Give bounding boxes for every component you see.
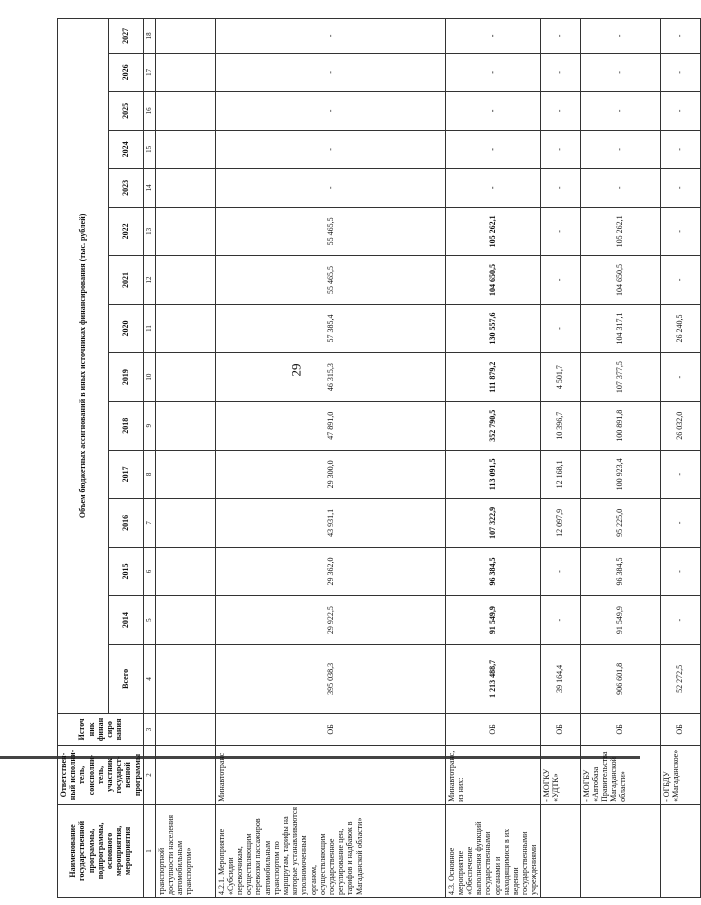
column-number: 7 xyxy=(143,499,155,548)
header-source: Источ ник финан сиро вания xyxy=(58,713,144,745)
cell-year-value xyxy=(155,19,215,54)
cell-year-value: - xyxy=(215,19,445,54)
cell-year-value: - xyxy=(660,596,700,645)
cell-year-value: 12 097,9 xyxy=(540,499,580,548)
cell-year-value: 105 262,1 xyxy=(445,207,540,256)
cell-program-name xyxy=(580,804,660,897)
cell-year-value: - xyxy=(660,53,700,91)
column-number: 2 xyxy=(143,746,155,805)
cell-year-value: 43 931,1 xyxy=(215,499,445,548)
cell-year-value xyxy=(155,499,215,548)
cell-year-value: 113 091,5 xyxy=(445,450,540,499)
cell-year-value xyxy=(155,169,215,207)
header-year: 2024 xyxy=(108,130,143,168)
cell-year-value: - xyxy=(580,130,660,168)
cell-year-value: 29 922,5 xyxy=(215,596,445,645)
column-number: 11 xyxy=(143,304,155,353)
cell-year-value: 130 557,6 xyxy=(445,304,540,353)
cell-total: 1 213 488,7 xyxy=(445,644,540,713)
cell-year-value: - xyxy=(215,92,445,130)
cell-year-value: - xyxy=(215,130,445,168)
cell-total: 395 038,3 xyxy=(215,644,445,713)
cell-total xyxy=(155,644,215,713)
header-year: 2015 xyxy=(108,547,143,596)
cell-source: ОБ xyxy=(215,713,445,745)
cell-responsible: Минавтотранс, из них: xyxy=(445,746,540,805)
cell-source: ОБ xyxy=(540,713,580,745)
cell-source xyxy=(155,713,215,745)
cell-year-value: 107 377,5 xyxy=(580,353,660,402)
cell-year-value: 55 465,5 xyxy=(215,256,445,305)
header-year: 2018 xyxy=(108,401,143,450)
column-number: 16 xyxy=(143,92,155,130)
header-year: 2026 xyxy=(108,53,143,91)
cell-year-value: - xyxy=(580,92,660,130)
cell-year-value: - xyxy=(540,304,580,353)
cell-year-value xyxy=(155,596,215,645)
cell-year-value: - xyxy=(660,130,700,168)
cell-year-value: - xyxy=(540,92,580,130)
cell-total: 39 164,4 xyxy=(540,644,580,713)
header-name: Наименование государственной программы, подпрограммы, основного мероприятия, мероприятия xyxy=(58,804,144,897)
header-budget-group: Объем бюджетных ассигнований в иных источниках финансирования (тыс. рублей) xyxy=(58,19,109,714)
cell-year-value: 46 315,3 xyxy=(215,353,445,402)
header-year: 2023 xyxy=(108,169,143,207)
column-number: 5 xyxy=(143,596,155,645)
column-number: 15 xyxy=(143,130,155,168)
cell-year-value: 91 549,9 xyxy=(580,596,660,645)
table-row xyxy=(580,19,660,898)
cell-source: ОБ xyxy=(580,713,660,745)
cell-program-name: 4.3. Основное мероприятие «Обеспечение выполнения функций государственными органами и находящимися в их ведении государственными учреждениями xyxy=(445,804,540,897)
cell-year-value: 12 168,1 xyxy=(540,450,580,499)
cell-source: ОБ xyxy=(445,713,540,745)
cell-year-value xyxy=(155,547,215,596)
cell-year-value: - xyxy=(445,19,540,54)
cell-responsible xyxy=(155,746,215,805)
cell-year-value xyxy=(155,130,215,168)
cell-year-value: - xyxy=(660,450,700,499)
cell-year-value: 29 362,0 xyxy=(215,547,445,596)
cell-year-value: - xyxy=(660,547,700,596)
cell-year-value: 10 396,7 xyxy=(540,401,580,450)
cell-year-value: - xyxy=(540,596,580,645)
cell-year-value: - xyxy=(660,19,700,54)
cell-year-value xyxy=(155,92,215,130)
column-number: 18 xyxy=(143,19,155,54)
column-number: 10 xyxy=(143,353,155,402)
cell-year-value: - xyxy=(660,353,700,402)
cell-year-value: 352 790,5 xyxy=(445,401,540,450)
column-number: 17 xyxy=(143,53,155,91)
cell-year-value: - xyxy=(540,53,580,91)
cell-year-value: 91 549,9 xyxy=(445,596,540,645)
cell-total: 52 272,5 xyxy=(660,644,700,713)
header-year: 2020 xyxy=(108,304,143,353)
column-number: 9 xyxy=(143,401,155,450)
table-row xyxy=(660,19,700,898)
cell-total: 906 601,8 xyxy=(580,644,660,713)
header-year: 2022 xyxy=(108,207,143,256)
cell-year-value: 57 385,4 xyxy=(215,304,445,353)
cell-year-value: 26 240,5 xyxy=(660,304,700,353)
cell-year-value: - xyxy=(660,499,700,548)
cell-year-value: - xyxy=(540,19,580,54)
cell-year-value xyxy=(155,207,215,256)
cell-source: ОБ xyxy=(660,713,700,745)
cell-responsible: Минавтотранс xyxy=(215,746,445,805)
cell-year-value: - xyxy=(540,256,580,305)
cell-year-value: 26 032,0 xyxy=(660,401,700,450)
cell-year-value: - xyxy=(540,130,580,168)
table-row xyxy=(155,19,215,898)
cell-year-value xyxy=(155,256,215,305)
cell-year-value: 96 384,5 xyxy=(445,547,540,596)
header-year: 2021 xyxy=(108,256,143,305)
cell-year-value: - xyxy=(445,169,540,207)
cell-year-value: 4 501,7 xyxy=(540,353,580,402)
cell-responsible: - МОГКУ «УДТК» xyxy=(540,746,580,805)
financing-table xyxy=(57,18,701,898)
cell-program-name: транспортной доступности населения автомобильным транспортом» xyxy=(155,804,215,897)
cell-year-value: 104 650,5 xyxy=(580,256,660,305)
table-row xyxy=(445,19,540,898)
cell-responsible: - ОГБДУ «Магаданское» xyxy=(660,746,700,805)
column-number: 6 xyxy=(143,547,155,596)
cell-year-value: - xyxy=(580,53,660,91)
column-number: 3 xyxy=(143,713,155,745)
page-number: 29 xyxy=(288,363,304,377)
header-year: 2016 xyxy=(108,499,143,548)
cell-year-value: 96 384,5 xyxy=(580,547,660,596)
table-row xyxy=(215,19,445,898)
cell-year-value: - xyxy=(445,53,540,91)
cell-responsible: - МОГБУ «Автобаза Правительства Магаданской области» xyxy=(580,746,660,805)
cell-year-value: - xyxy=(445,92,540,130)
column-number: 1 xyxy=(143,804,155,897)
cell-year-value: - xyxy=(660,207,700,256)
column-number: 4 xyxy=(143,644,155,713)
cell-program-name: 4.2.1. Мероприятие «Субсидии перевозчикам, осуществляющим перевозки пассажиров автомобильным транспортом по маршрутам, тарифы на которые устанавливаются уполномоченным органом, осуществляющим государственное регулирование цен, тарифов и надбавок в Магаданской области» xyxy=(215,804,445,897)
cell-year-value: - xyxy=(660,256,700,305)
cell-year-value: - xyxy=(580,19,660,54)
cell-year-value: 95 225,0 xyxy=(580,499,660,548)
cell-year-value xyxy=(155,450,215,499)
cell-year-value: 104 317,1 xyxy=(580,304,660,353)
cell-year-value: 100 891,8 xyxy=(580,401,660,450)
cell-program-name xyxy=(540,804,580,897)
cell-year-value: - xyxy=(660,92,700,130)
cell-year-value: 47 891,0 xyxy=(215,401,445,450)
cell-year-value: 105 262,1 xyxy=(580,207,660,256)
column-number: 12 xyxy=(143,256,155,305)
column-number: 14 xyxy=(143,169,155,207)
header-year: 2014 xyxy=(108,596,143,645)
header-year: 2017 xyxy=(108,450,143,499)
cell-year-value: 29 300,0 xyxy=(215,450,445,499)
header-responsible: Ответствен-ный исполни-тель, соисполни-тель, участник государст-венной программы xyxy=(58,746,144,805)
cell-year-value: - xyxy=(580,169,660,207)
cell-year-value xyxy=(155,53,215,91)
cell-year-value: 104 650,5 xyxy=(445,256,540,305)
cell-year-value: - xyxy=(540,207,580,256)
cell-year-value: 107 322,9 xyxy=(445,499,540,548)
cell-year-value: - xyxy=(540,169,580,207)
column-number: 8 xyxy=(143,450,155,499)
header-year: 2025 xyxy=(108,92,143,130)
cell-year-value: 100 923,4 xyxy=(580,450,660,499)
header-year: 2027 xyxy=(108,19,143,54)
header-year: 2019 xyxy=(108,353,143,402)
cell-program-name xyxy=(660,804,700,897)
cell-year-value: - xyxy=(215,169,445,207)
header-total: Всего xyxy=(108,644,143,713)
cell-year-value: 111 879,2 xyxy=(445,353,540,402)
cell-year-value xyxy=(155,353,215,402)
cell-year-value: - xyxy=(215,53,445,91)
cell-year-value: - xyxy=(660,169,700,207)
table-row xyxy=(540,19,580,898)
cell-year-value xyxy=(155,401,215,450)
column-number: 13 xyxy=(143,207,155,256)
cell-year-value: - xyxy=(445,130,540,168)
cell-year-value: 55 465,5 xyxy=(215,207,445,256)
cell-year-value xyxy=(155,304,215,353)
rotated-table-wrapper xyxy=(57,18,685,898)
cell-year-value: - xyxy=(540,547,580,596)
